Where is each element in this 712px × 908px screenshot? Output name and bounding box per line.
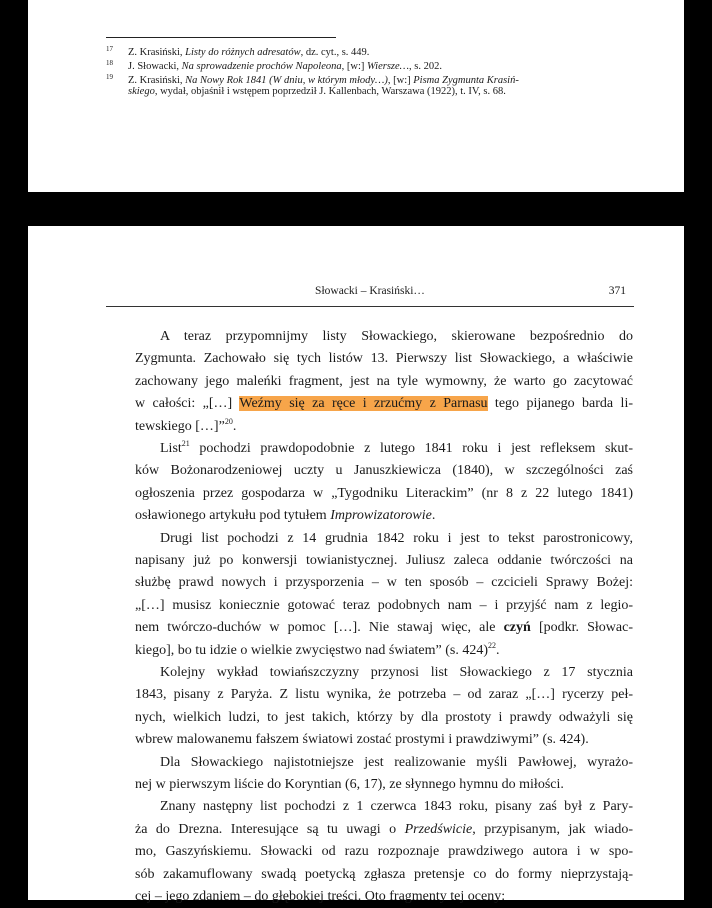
footnote-title: Listy do różnych adresatów [185,47,301,58]
footnote-ref: 21 [181,439,190,448]
footnote-title: Pisma Zygmunta Krasiń- [413,75,519,86]
text-span: ża do Drezna. Interesujące są tu uwagi o [135,821,405,837]
previous-page [28,0,684,192]
text-line: sób zakamuflowany swadą poetycką zgłasza pretensje co do formy nieprzystają- [135,866,633,882]
text-span: w całości: „[…] [135,396,240,412]
page-number: 371 [608,285,626,297]
running-head [106,285,634,301]
bold-word: czyń [503,620,531,636]
text-line: ogłoszenia przez gospodarza w „Tygodniku Literackim” (nr 8 z 22 lutego 1841) [135,485,633,501]
text-line: Zygmunta. Zachowało się tych listów 13. Pierwszy list Słowackiego, a właściwie [135,351,633,367]
running-head-title: Słowacki – Krasiński… [315,285,425,297]
footnote-text: , wydał, objaśnił i wstępem poprzedził J. Kallenbach, Warszawa (1922), t. IV, s. 68. [154,86,506,97]
text-line [135,617,633,639]
footnote-rule [106,37,336,38]
text-line: „[…] musisz koniecznie gotować teraz podobnych nam – i przyjść nam z legio- [135,597,633,613]
text-line [135,416,236,438]
text-line: mo, Gaszyńskiemu. Słowacki od razu rozpoznaje prawdziwego autora i w spo- [135,844,633,860]
text-line [135,505,435,527]
text-span: tego pijanego barda li- [487,396,633,412]
text-line: Znany następny list pochodzi z 1 czerwca 1843 roku, pisany zaś był z Pary- [160,799,633,815]
footnote-number: 17 [106,45,113,53]
text-span: kiego], bo tu idzie o wielkie zwycięstwo nad światem” (s. 424) [135,642,489,658]
footnote-title: Wiersze… [366,61,409,72]
text-span: , przypisanym, jak wiado- [472,821,633,837]
text-span: tewskiego […]” [135,418,225,434]
text-line [135,819,633,841]
footnote-ref: 20 [224,416,233,426]
text-line: Drugi list pochodzi z 14 grudnia 1842 roku i jest to tekst parostronicowy, [160,530,633,546]
footnote-title: Na Nowy Rok 1841 (W dniu, w którym młody…) [185,75,388,86]
text-line: Kolejny wykład towiańszczyzny przynosi list Słowackiego z 17 stycznia [160,665,633,680]
article-title: Improwizatorowie [330,508,432,524]
text-line: nych, wielkich ludzi, to jest takich, którzy by dla prostoty i prawdy odważyli się [135,709,633,725]
text-span: pochodzi prawdopodobnie z lutego 1841 roku i jest refleksem skut- [189,441,633,456]
text-line: zachowany jego maleńki fragment, jest na tyle wymowny, że warto go zacytować [135,373,633,389]
text-span: . [496,642,500,658]
footnote-text: J. Słowacki, [128,61,182,72]
footnote-text: , s. 202. [408,61,442,72]
text-span: nem twórczo-duchów w pomoc […]. Nie stawaj więc, ale [135,620,504,636]
text-span: osławionego artykułu pod tytułem [135,508,331,524]
text-line: Dla Słowackiego najistotniejsze jest realizowanie myśli Pawłowej, wyrażo- [160,754,633,770]
footnote-title: Na sprowadzenie prochów Napoleona [181,61,342,72]
text-line [135,640,500,662]
text-line: nej w pierwszym liście do Koryntian (6, 17), ze słynnego hymnu do miłości. [135,777,564,792]
footnote-number: 18 [106,59,113,67]
text-line: służbę prawd nowych i przysporzenia – w ten sposób – czcicieli Sprawy Bożej: [135,575,633,591]
running-head-rule [106,306,634,307]
footnote-text: , [w:] [341,61,367,72]
text-span: . [431,508,436,524]
text-span: . [232,418,237,434]
text-span: [podkr. Słowac- [530,620,633,636]
footnote-title: skiego [128,86,155,97]
text-line [135,438,633,460]
text-line: ków Bożonarodzeniowej uczty u Januszkiewicza (1840), w szczególności zaś [135,463,633,479]
text-line: wbrew malowanemu fałszem światowi zostać prostymi i prawdziwymi” (s. 424). [135,732,589,748]
footnote-text: Z. Krasiński, [128,47,186,58]
footnote-text: Z. Krasiński, [128,75,186,86]
text-line: napisany już po konwersji towianistycznej. Juliusz zaleca oddanie twórczości na [135,553,633,568]
page-371 [28,226,684,904]
footnote-ref: 22 [488,640,497,650]
text-line: 1843, pisany z Paryża. Z listu wynika, że potrzeba – od zaraz „[…] rycerzy peł- [135,687,633,703]
footnote-text: , [w:] [387,75,414,86]
footnote-text: , dz. cyt., s. 449. [300,47,370,58]
footnote-19-continued [128,85,506,98]
text-line: cej – jego zdaniem – do głębokiej treści. Oto fragmenty tej oceny: [135,889,506,904]
work-title: Przedświcie [404,821,473,837]
highlighted-quote[interactable]: Weźmy się za ręce i zrzućmy z Parnasu [239,396,488,412]
text-span: List [160,441,182,456]
text-line [135,393,633,415]
text-line: A teraz przypomnijmy listy Słowackiego, skierowane bezpośrednio do [160,329,633,344]
footnote-number: 19 [106,73,113,81]
